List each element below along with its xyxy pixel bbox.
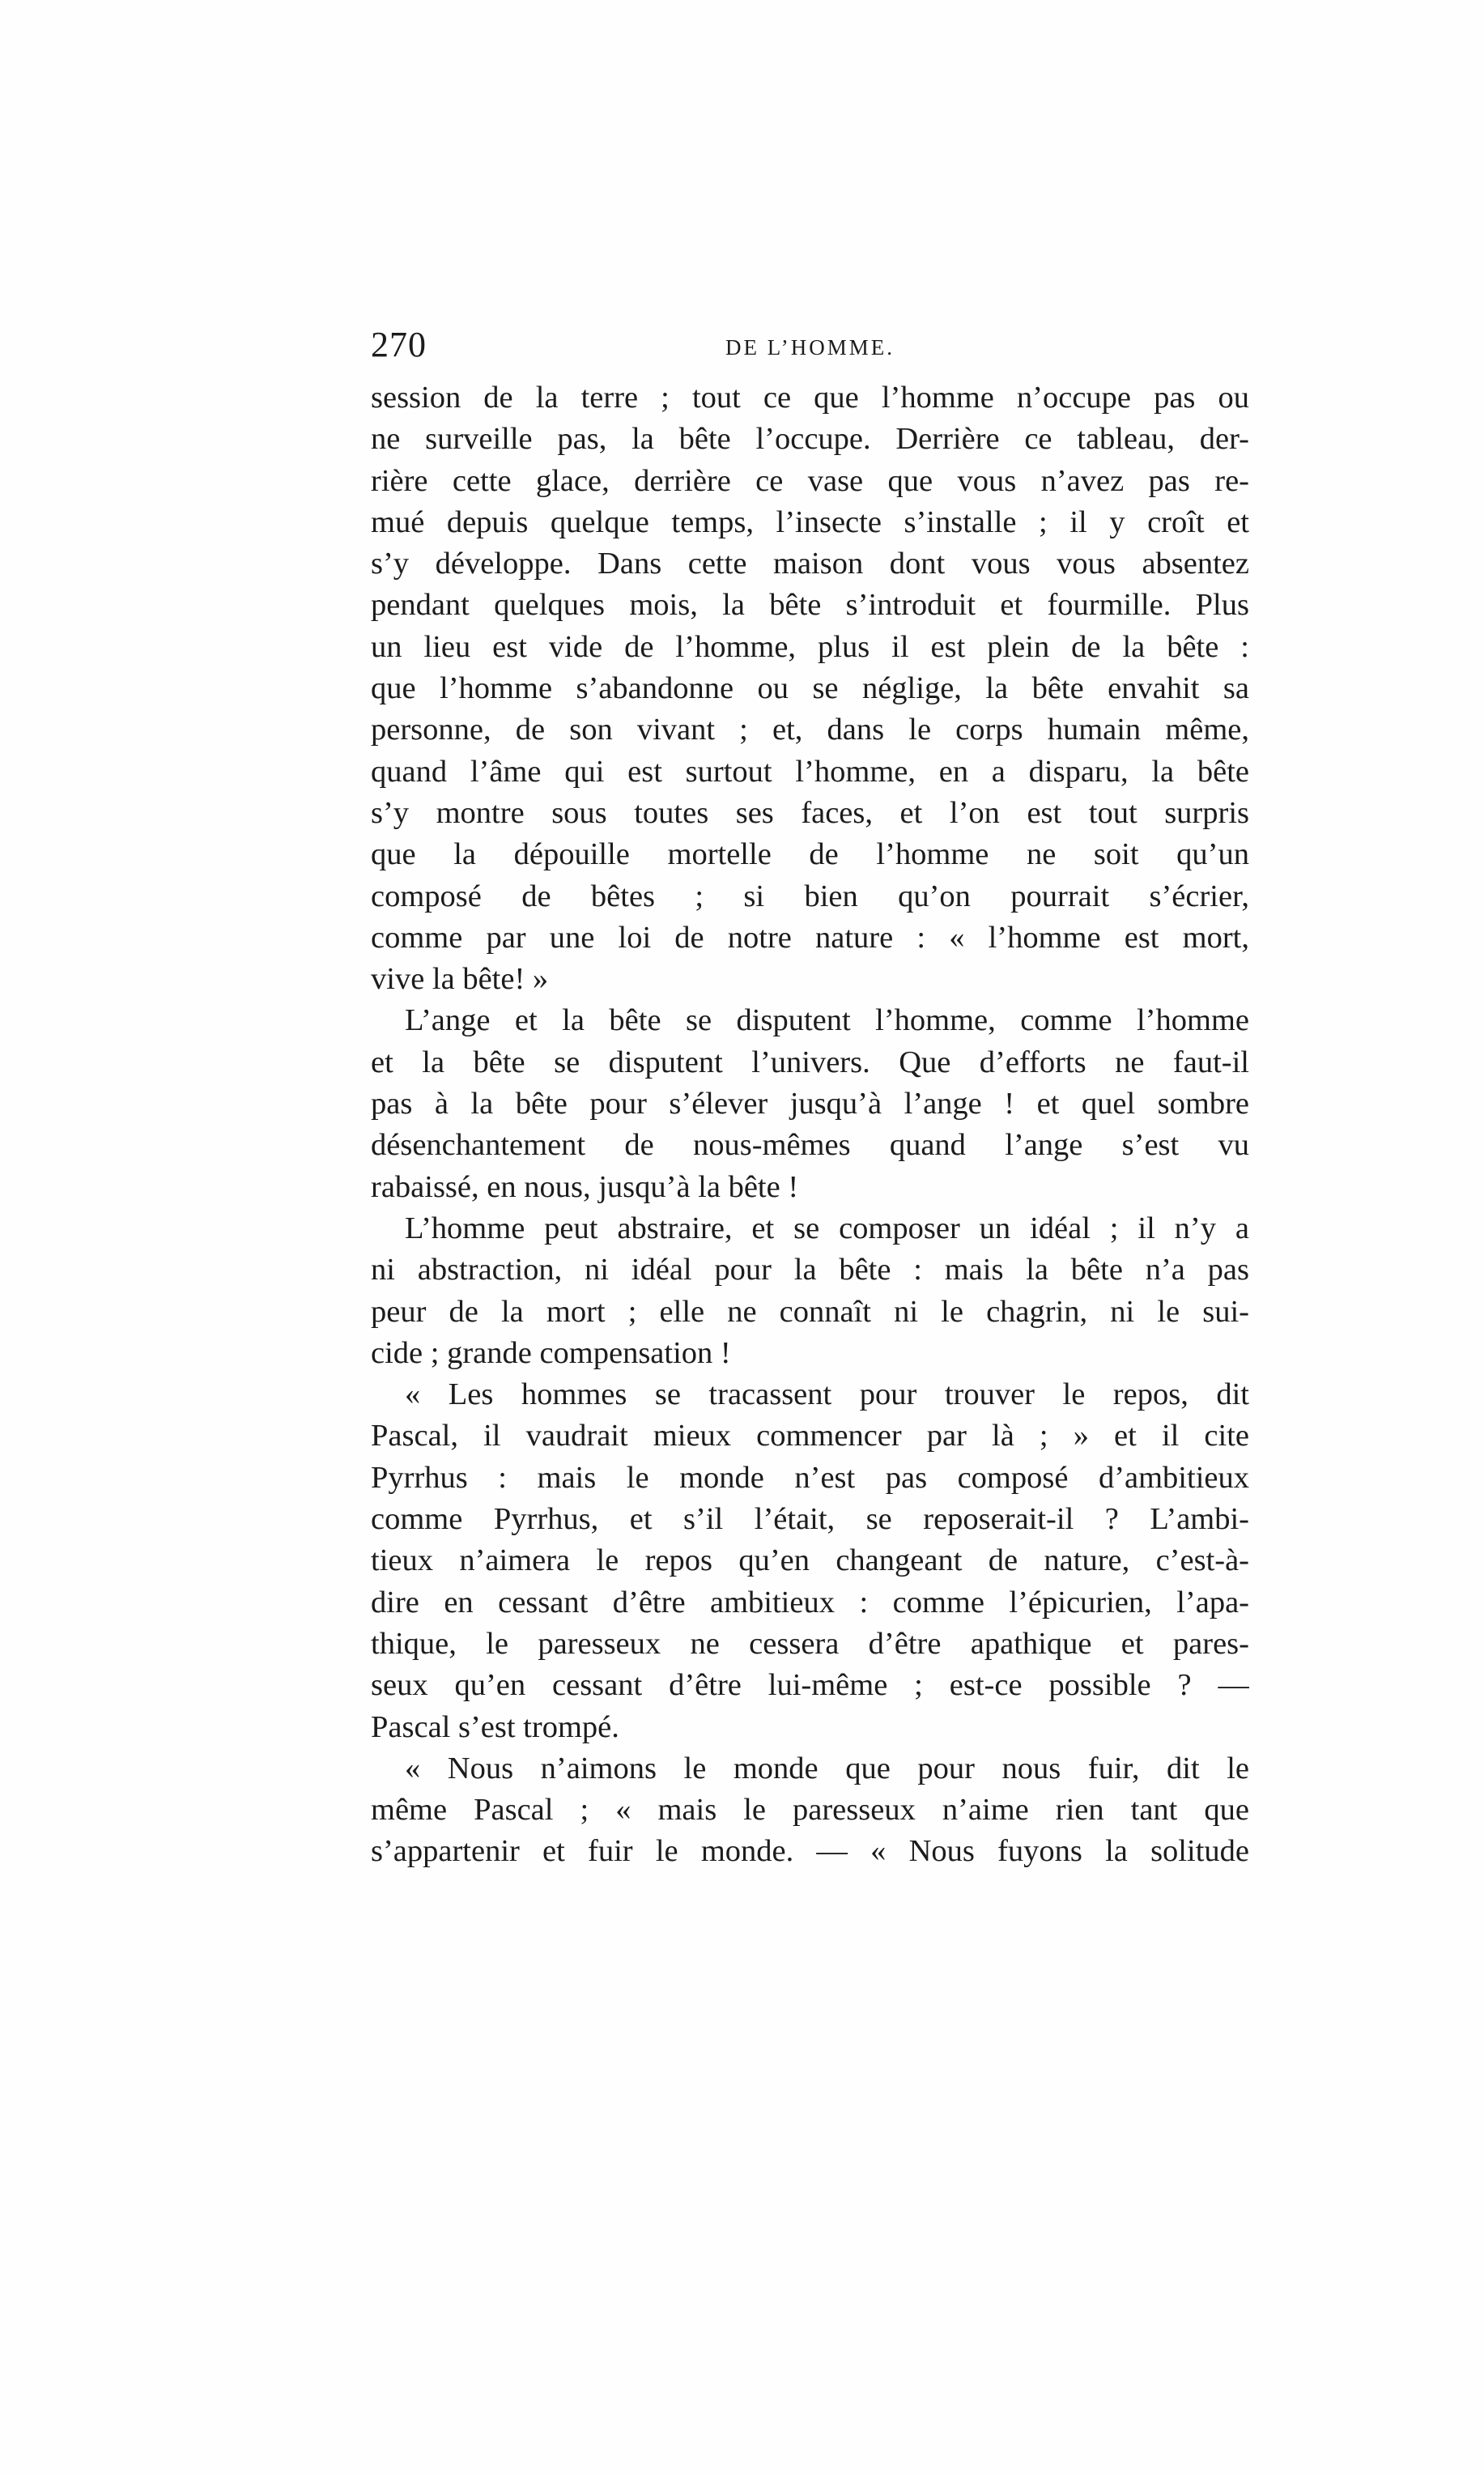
- text-line: désenchantement de nous-mêmes quand l’ange s’est vu: [371, 1128, 1249, 1163]
- text-line: tieux n’aimera le repos qu’en changeant de nature, c’est-à-: [371, 1543, 1249, 1578]
- page-header: [371, 321, 1249, 369]
- text-line: dire en cessant d’être ambitieux : comme l’épicurien, l’apa-: [371, 1585, 1249, 1619]
- text-line: Pascal, il vaudrait mieux commencer par là ; » et il cite: [371, 1419, 1249, 1453]
- text-line: un lieu est vide de l’homme, plus il est plein de la bête :: [371, 629, 1249, 664]
- text-line: rière cette glace, derrière ce vase que vous n’avez pas re-: [371, 463, 1249, 498]
- text-line: pendant quelques mois, la bête s’introduit et fourmille. Plus: [371, 588, 1249, 623]
- text-line: que l’homme s’abandonne ou se néglige, la bête envahit sa: [371, 671, 1249, 706]
- running-head: DE L’HOMME.: [725, 335, 895, 360]
- text-line: s’appartenir et fuir le monde. — « Nous fuyons la solitude: [371, 1834, 1249, 1869]
- text-line: comme par une loi de notre nature : « l’homme est mort,: [371, 920, 1249, 955]
- text-line: rabaissé, en nous, jusqu’à la bête !: [371, 1169, 799, 1204]
- paragraph-first-line: « Les hommes se tracassent pour trouver le repos, dit: [405, 1377, 1249, 1412]
- text-line: vive la bête! »: [371, 962, 549, 997]
- paragraph-first-line: L’ange et la bête se disputent l’homme, comme l’homme: [405, 1003, 1249, 1038]
- body-text: [371, 377, 1249, 1873]
- text-line: ne surveille pas, la bête l’occupe. Derrière ce tableau, der-: [371, 422, 1249, 457]
- text-line: s’y montre sous toutes ses faces, et l’on est tout surpris: [371, 795, 1249, 830]
- text-line: ni abstraction, ni idéal pour la bête : mais la bête n’a pas: [371, 1253, 1249, 1287]
- text-line: composé de bêtes ; si bien qu’on pourrait s’écrier,: [371, 879, 1249, 913]
- text-line: Pascal s’est trompé.: [371, 1709, 619, 1744]
- text-line: s’y développe. Dans cette maison dont vous vous absentez: [371, 547, 1249, 581]
- text-line: quand l’âme qui est surtout l’homme, en a disparu, la bête: [371, 754, 1249, 789]
- text-line: cide ; grande compensation !: [371, 1335, 731, 1370]
- text-line: pas à la bête pour s’élever jusqu’à l’ange ! et quel sombre: [371, 1087, 1249, 1121]
- text-line: comme Pyrrhus, et s’il l’était, se reposerait-il ? L’ambi-: [371, 1502, 1249, 1537]
- page-number: 270: [371, 325, 427, 364]
- text-line: thique, le paresseux ne cessera d’être apathique et pares-: [371, 1626, 1249, 1661]
- text-line: Pyrrhus : mais le monde n’est pas composé d’ambitieux: [371, 1460, 1249, 1495]
- text-line: peur de la mort ; elle ne connaît ni le chagrin, ni le sui-: [371, 1294, 1249, 1329]
- text-line: même Pascal ; « mais le paresseux n’aime rien tant que: [371, 1793, 1249, 1828]
- text-line: que la dépouille mortelle de l’homme ne soit qu’un: [371, 837, 1249, 872]
- paragraph-first-line: L’homme peut abstraire, et se composer un idéal ; il n’y a: [405, 1211, 1249, 1245]
- text-line: et la bête se disputent l’univers. Que d’efforts ne faut-il: [371, 1045, 1249, 1079]
- text-line: seux qu’en cessant d’être lui-même ; est-ce possible ? —: [371, 1668, 1249, 1703]
- paragraph-first-line: « Nous n’aimons le monde que pour nous fuir, dit le: [405, 1751, 1249, 1785]
- text-line: session de la terre ; tout ce que l’homme n’occupe pas ou: [371, 381, 1249, 415]
- text-line: mué depuis quelque temps, l’insecte s’installe ; il y croît et: [371, 504, 1249, 539]
- text-line: personne, de son vivant ; et, dans le corps humain même,: [371, 713, 1249, 747]
